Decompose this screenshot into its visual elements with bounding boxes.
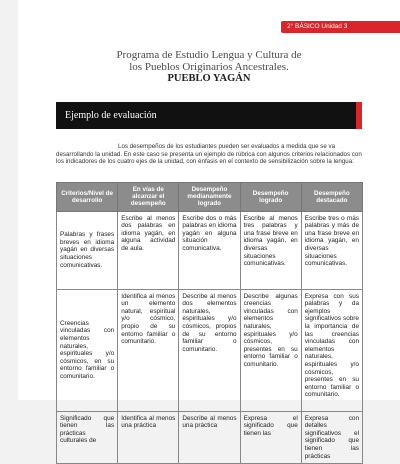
rubric-cell: Identifica al menos un elemento natural, espiritual y/o cósmico, propio de su entorno familiar o comunitario. xyxy=(118,289,179,411)
rubric-cell: Expresa con sus palabras y da ejemplos significativos sobre la importancia de las creencias vinculadas con elementos naturales, espirituales y/o cósmicos, presentes en su entorno familiar o comunitario. xyxy=(301,289,362,411)
table-row xyxy=(57,411,363,464)
rubric-cell: Escribe dos o más palabras en idioma yagán en alguna situación comunicativa. xyxy=(179,211,240,289)
rubric-cell: Escribe tres o más palabras y más de una frase breve en idioma yagán, en diversas situaciones comunicativas. xyxy=(301,211,362,289)
rubric-header-row xyxy=(57,183,363,212)
rubric-cell: Escribe al menos dos palabras en idioma yagán, en alguna actividad de aula. xyxy=(118,211,179,289)
table-row xyxy=(57,211,363,289)
rubric-cell: Expresa el significado que tienen las xyxy=(240,411,301,464)
rubric-cell: Expresa con detalles significativos el significado que tienen las prácticas xyxy=(301,411,362,464)
rubric-table xyxy=(56,182,363,464)
rubric-cell: Describe al menos una práctica xyxy=(179,411,240,464)
document-header xyxy=(18,49,400,85)
rubric-cell: Escribe al menos tres palabras y una frase breve en idioma yagán, en diversas situaciones comunicativas. xyxy=(240,211,301,289)
rubric-cell: Describe al menos dos elementos naturales, espirituales y/o cósmicos, propios de su entorno familiar o comunitario. xyxy=(179,289,240,411)
rubric-header-cell: Desempeño destacado xyxy=(301,183,362,212)
document-page xyxy=(18,0,400,460)
header-line-2: los Pueblos Originarios Ancestrales. xyxy=(129,61,289,73)
rubric-header-cell: Criterios/Nivel de desarrollo xyxy=(57,183,118,212)
header-people: PUEBLO YAGÁN xyxy=(167,73,251,84)
rubric-cell: Palabras y frases breves en idioma yagán en diversas situaciones comunicativas. xyxy=(57,211,118,289)
rubric-cell: Creencias vinculadas con elementos naturales, espirituales y/o cósmicos, en su entorno familiar o comunitario. xyxy=(57,289,118,411)
rubric-cell: Significado que tienen las prácticas culturales de xyxy=(57,411,118,464)
rubric-cell: Identifica al menos una práctica xyxy=(118,411,179,464)
header-line-1: Programa de Estudio Lengua y Cultura de xyxy=(116,49,302,61)
table-row xyxy=(57,289,363,411)
rubric-header-cell: Desempeño logrado xyxy=(240,183,301,212)
rubric-cell: Describe algunas creencias vinculadas con elementos naturales, espirituales y/o cósmicos, presentes en su entorno familiar o comunitario. xyxy=(240,289,301,411)
unit-tab: 2° BÁSICO Unidad 3 xyxy=(281,21,400,33)
section-accent xyxy=(356,102,362,129)
intro-paragraph: Los desempeños de los estudiantes pueden ser evaluados a medida que se va desarrollando la unidad. En este caso se presenta un ejemplo de rúbrica con algunos criterios relacionados con los indicadores de los cuatro ejes de la unidad, con énfasis en el contexto de sensibilización sobre la lengua: xyxy=(56,143,362,166)
section-title: Ejemplo de evaluación xyxy=(56,102,356,129)
rubric-header-cell: Desempeño medianamente logrado xyxy=(179,183,240,212)
rubric-header-cell: En vías de alcanzar el desempeño xyxy=(118,183,179,212)
